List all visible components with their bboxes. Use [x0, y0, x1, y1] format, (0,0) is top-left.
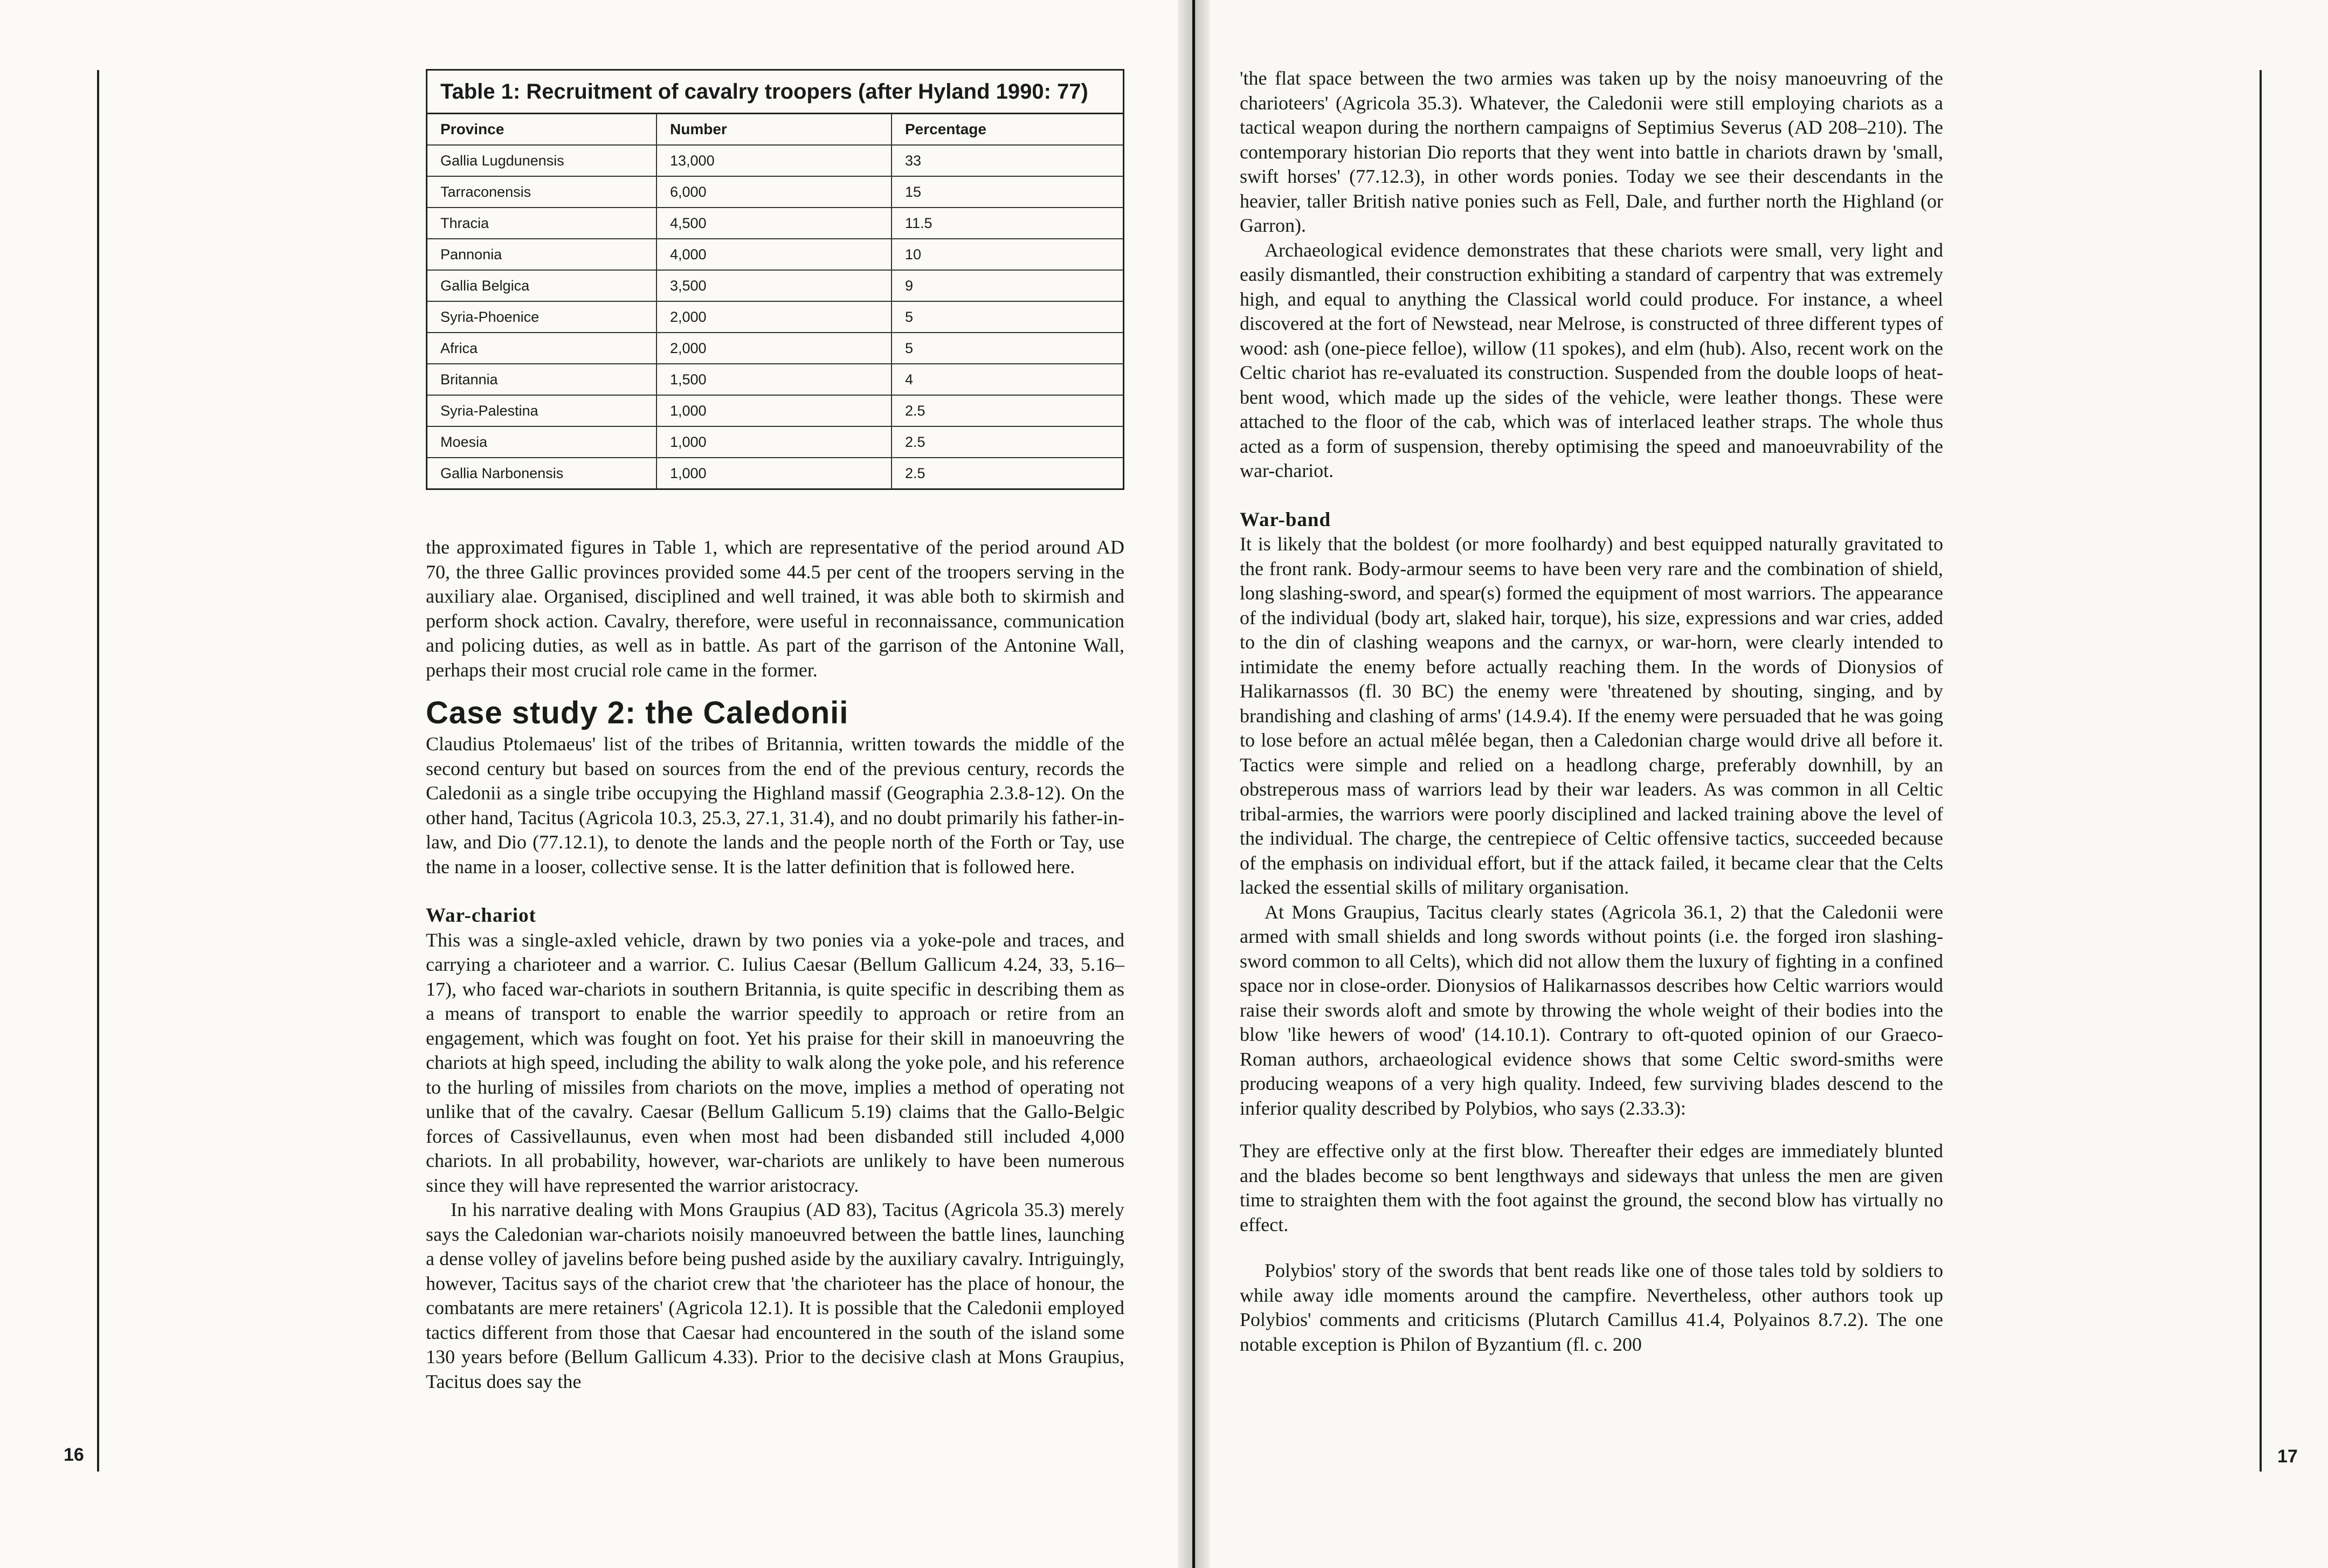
table-header: Percentage — [892, 114, 1124, 146]
gutter-line — [1192, 0, 1195, 1568]
table-cell: 11.5 — [892, 208, 1124, 239]
table-cell: Moesia — [427, 426, 657, 458]
table-row — [427, 208, 1124, 239]
table-cell: 4,500 — [657, 208, 892, 239]
paragraph: In his narrative dealing with Mons Graupius (AD 83), Tacitus (Agricola 35.3) merely says the Caledonian war-chariots noisily manoeuvred between the battle lines, launching a dense volley of javelins before being pushed aside by the auxiliary cavalry. Intriguingly, however, Tacitus says of the chariot crew that 'the charioteer has the place of honour, the combatants are mere retainers' (Agricola 12.1). It is possible that the Caledonii employed tactics different from those that Caesar had encountered in the south of the island some 130 years before (Bellum Gallicum 4.33). Prior to the decisive clash at Mons Graupius, Tacitus does say the — [426, 1199, 1124, 1392]
paragraph: This was a single-axled vehicle, drawn by two ponies via a yoke-pole and traces, and carrying a charioteer and a warrior. C. Iulius Caesar (Bellum Gallicum 4.24, 33, 5.16–17), who faced war-chariots in southern Britannia, is quite specific in describing them as a means of transport to enable the warrior speedily to approach or retire from an engagement, which was fought on foot. Yet his praise for their skill in manoeuvring the chariots at high speed, including the ability to walk along the yoke pole, and his reference to the hurling of missiles from chariots on the move, implies a method of operating not unlike that of the cavalry. Caesar (Bellum Gallicum 5.19) claims that the Gallo-Belgic forces of Cassivellaunus, even when most had been disbanded still included 4,000 chariots. In all probability, however, war-chariots are unlikely to have been numerous since they will have represented the warrior aristocracy. — [426, 929, 1124, 1196]
table-cell: 1,000 — [657, 458, 892, 489]
table-row — [427, 239, 1124, 270]
table-cell: 2.5 — [892, 458, 1124, 489]
recruitment-table — [426, 69, 1124, 490]
right-margin-rule — [2260, 70, 2262, 1472]
table-header-row — [427, 114, 1124, 146]
table-cell: 5 — [892, 301, 1124, 333]
table-cell: Syria-Palestina — [427, 395, 657, 426]
table-cell: 1,000 — [657, 426, 892, 458]
table-cell: Tarraconensis — [427, 176, 657, 208]
table-cell: 1,500 — [657, 364, 892, 395]
table-cell: 4 — [892, 364, 1124, 395]
table-cell: Gallia Lugdunensis — [427, 145, 657, 176]
left-body-text — [426, 535, 1124, 1394]
left-margin-rule — [97, 70, 99, 1472]
table-cell: Africa — [427, 333, 657, 364]
table-row — [427, 176, 1124, 208]
right-folio: 17 — [2277, 1446, 2298, 1467]
table-row — [427, 270, 1124, 301]
table-cell: 4,000 — [657, 239, 892, 270]
block-quote: They are effective only at the first blow. Thereafter their edges are immediately blunted and the blades become so bent lengthways and sideways that unless the men are given time to straighten them with the foot against the ground, the second blow has virtually no effect. — [1240, 1140, 1943, 1235]
left-folio: 16 — [64, 1445, 84, 1465]
table-cell: 3,500 — [657, 270, 892, 301]
table-cell: 2.5 — [892, 395, 1124, 426]
paragraph: Archaeological evidence demonstrates that these chariots were small, very light and easily dismantled, their construction exhibiting a standard of carpentry that was extremely high, and equal to anything the Classical world could produce. For instance, a wheel discovered at the fort of Newstead, near Melrose, is constructed of three different types of wood: ash (one-piece felloe), willow (11 spokes), and elm (hub). Also, recent work on the Celtic chariot has re-evaluated its construction. Suspended from the double loops of heat-bent wood, which made up the sides of the vehicle, were leather thongs. These were attached to the floor of the cab, which was of interlaced leather straps. The whole thus acted as a form of suspension, thereby optimising the speed and manoeuvrability of the war-chariot. — [1240, 239, 1943, 481]
table-cell: 10 — [892, 239, 1124, 270]
table-row — [427, 426, 1124, 458]
paragraph: 'the flat space between the two armies was taken up by the noisy manoeuvring of the charioteers' (Agricola 35.3). Whatever, the Caledonii were still employing chariots as a tactical weapon during the northern campaigns of Septimius Severus (AD 208–210). The contemporary historian Dio reports that they went into battle in chariots drawn by 'small, swift horses' (77.12.3), in other words ponies. Today we see their descendants in the heavier, taller British native ponies such as Fell, Dale, and further north the Highland (or Garron). — [1240, 67, 1943, 236]
section-heading: Case study 2: the Caledonii — [426, 695, 849, 730]
paragraph: At Mons Graupius, Tacitus clearly states (Agricola 36.1, 2) that the Caledonii were armed with small shields and long swords without points (i.e. the forged iron slashing-sword common to all Celts), which did not allow them the luxury of fighting in a confined space nor in close-order. Dionysios of Halikarnassos describes how Celtic warriors would raise their swords aloft and smote by throwing the whole weight of their bodies into the blow 'like hewers of wood' (14.10.1). Contrary to oft-quoted opinion of our Graeco-Roman authors, archaeological evidence shows that some Celtic sword-smiths were producing weapons of a very high quality. Indeed, few surviving blades descend to the inferior quality described by Polybios, who says (2.33.3): — [1240, 901, 1943, 1119]
table-row — [427, 458, 1124, 489]
table-cell: 2.5 — [892, 426, 1124, 458]
table-cell: 15 — [892, 176, 1124, 208]
table-cell: 1,000 — [657, 395, 892, 426]
table-header: Number — [657, 114, 892, 146]
table-header: Province — [427, 114, 657, 146]
paragraph: the approximated figures in Table 1, which are representative of the period around AD 70, the three Gallic provinces provided some 44.5 per cent of the troopers serving in the auxiliary alae. Organised, disciplined and well trained, it was able both to skirmish and perform shock action. Cavalry, therefore, were useful in reconnaissance, communication and policing duties, as well as in battle. As part of the garrison of the Antonine Wall, perhaps their most crucial role came in the former. — [426, 536, 1124, 681]
table-row — [427, 145, 1124, 176]
paragraph: Polybios' story of the swords that bent reads like one of those tales told by soldiers to while away idle moments around the campfire. Nevertheless, other authors took up Polybios' comments and criticisms (Plutarch Camillus 41.4, Polyainos 8.7.2). The one notable exception is Philon of Byzantium (fl. c. 200 — [1240, 1260, 1943, 1355]
table-cell: Thracia — [427, 208, 657, 239]
table-title-row — [427, 70, 1124, 114]
table-cell: 2,000 — [657, 301, 892, 333]
paragraph: Claudius Ptolemaeus' list of the tribes of Britannia, written towards the middle of the second century but based on sources from the end of the previous century, records the Caledonii as a single tribe occupying the Highland massif (Geographia 2.3.8-12). On the other hand, Tacitus (Agricola 10.3, 25.3, 27.1, 31.4), and no doubt primarily his father-in-law, and Dio (77.12.1), to denote the lands and the people north of the Forth or Tay, use the name in a looser, collective sense. It is the latter definition that is followed here. — [426, 733, 1124, 878]
table-cell: 33 — [892, 145, 1124, 176]
table-cell: 9 — [892, 270, 1124, 301]
subsection-heading: War-band — [1240, 508, 1331, 531]
table-cell: 6,000 — [657, 176, 892, 208]
table-row — [427, 301, 1124, 333]
right-body-text — [1240, 66, 1943, 1357]
subsection-heading: War-chariot — [426, 904, 536, 927]
table-cell: 2,000 — [657, 333, 892, 364]
table-row — [427, 395, 1124, 426]
table-cell: Pannonia — [427, 239, 657, 270]
table-cell: Syria-Phoenice — [427, 301, 657, 333]
table-cell: Gallia Belgica — [427, 270, 657, 301]
table-cell: Gallia Narbonensis — [427, 458, 657, 489]
table-title: Table 1: Recruitment of cavalry troopers (after Hyland 1990: 77) — [427, 70, 1124, 114]
table-cell: Britannia — [427, 364, 657, 395]
paragraph: It is likely that the boldest (or more foolhardy) and best equipped naturally gravitated to the front rank. Body-armour seems to have been very rare and the combination of shield, long slashing-sword, and spear(s) formed the equipment of most warriors. The appearance of the individual (body art, slaked hair, torque), his size, expressions and war cries, added to the din of clashing weapons and the carnyx, or war-horn, were clearly intended to intimidate the enemy before actually reaching them. In the words of Dionysios of Halikarnassos (fl. 30 BC) the enemy were 'threatened by shouting, singing, and by brandishing and clashing of arms' (14.9.4). If the enemy were persuaded that he was going to lose before an actual mêlée began, then a Caledonian charge would drive all before it. Tactics were simple and relied on a headlong charge, preferably downhill, by an obstreperous mass of warriors lead by their war leaders. As was common in all Celtic tribal-armies, the warriors were poorly disciplined and lacked training above the level of the individual. The charge, the centrepiece of Celtic offensive tactics, succeeded because of the emphasis on individual effort, but if the attack failed, it became clear that the Celts lacked the essential skills of military organisation. — [1240, 533, 1943, 898]
table-cell: 13,000 — [657, 145, 892, 176]
table-cell: 5 — [892, 333, 1124, 364]
table-row — [427, 364, 1124, 395]
table-row — [427, 333, 1124, 364]
